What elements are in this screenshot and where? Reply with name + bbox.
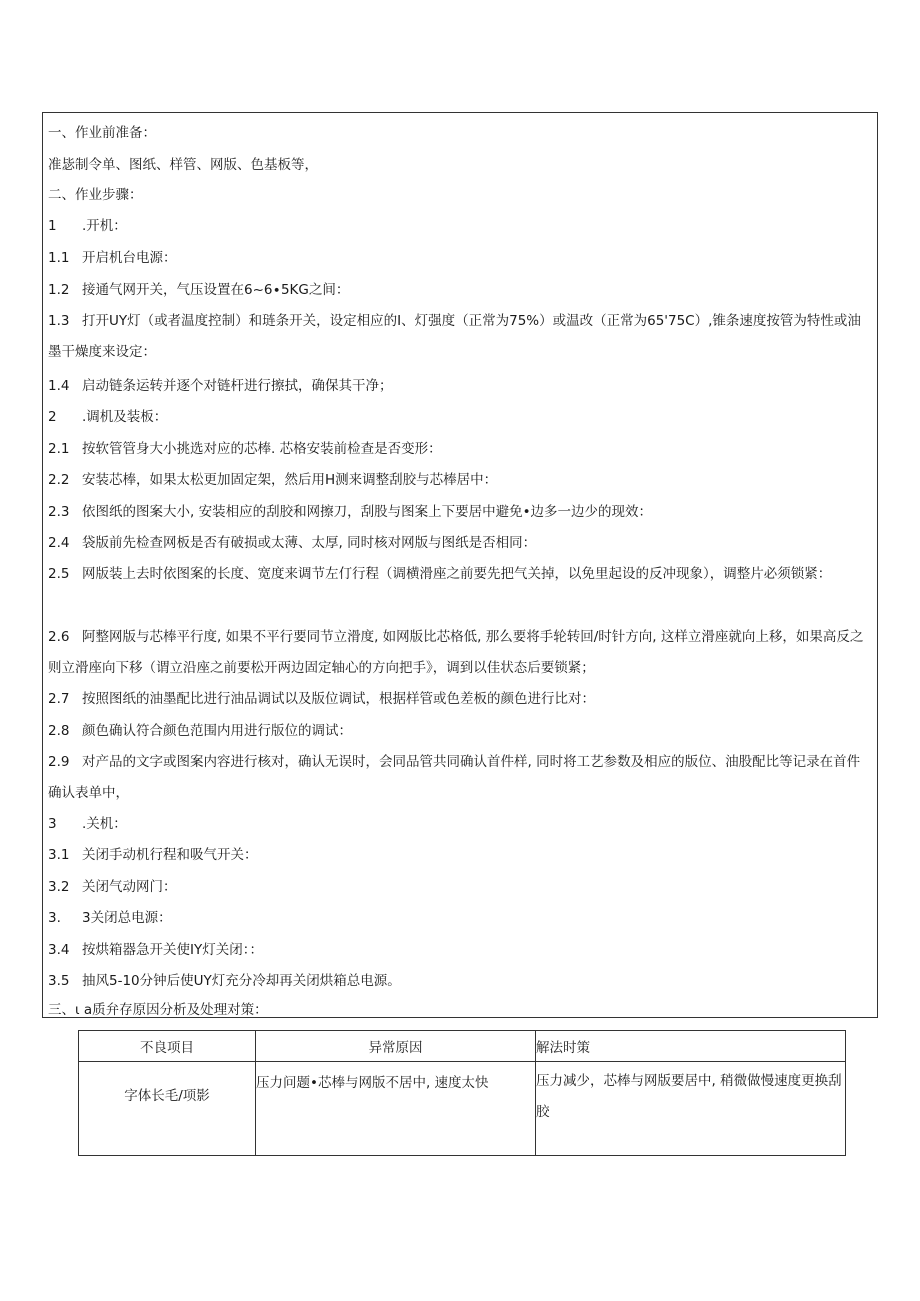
step-3-5: 3.5 抽风5-10分钟后使UY灯充分冷却再关闭烘箱总电源。 (48, 973, 401, 989)
step-2-2: 2.2 安装芯棒，如果太松更加固定架，然后用H测来调整刮胶与芯棒居中： (48, 472, 498, 488)
step-1-2: 1.2 接通气网开关，气压设置在6~6∙5KG之间： (48, 282, 350, 298)
prep-text: 准毖制令单、图纸、样管、网版、色基板等， (48, 157, 318, 173)
cell-defect-item: 字体长毛/项影 (79, 1062, 256, 1156)
step-1-4: 1.4 启动链条运转并逐个对链杆进行擦拭，确保其干净； (48, 378, 393, 394)
section-steps-title: 二、作业步骤： (48, 187, 143, 203)
step-2-3: 2.3 依图纸的图案大小, 安装相应的刮胶和网擦刀，刮股与图案上下要居中避免•边多一边少的现效： (48, 504, 653, 520)
step-2-7: 2.7 按照图纸的油墨配比进行油品调试以及版位调试，根据样管或色差板的颜色进行比对： (48, 691, 595, 707)
step-2-5: 2.5 网版装上去时依图案的长度、宽度来调节左仃行程（调横滑座之前要先把气关掉，以免里起设的反冲现象），调整片必须锁紧： (48, 566, 832, 582)
step-3-4: 3.4 按烘箱器急开关使IY灯关闭：： (48, 942, 263, 958)
table-header-row (79, 1031, 846, 1062)
header-cause: 异常原因 (256, 1031, 536, 1062)
cell-cause: 压力问题•芯棒与网版不居中, 速度太快 (256, 1062, 536, 1156)
section-quality-title: 三、ι a质弁存原因分析及处理对策： (48, 1002, 268, 1018)
step-2-9: 2.9 对产品的文字或图案内容进行核对，确认无误时，会同品管共同确认首件样, 同时将工艺参数及相应的版位、油股配比等记录在首件确认表单中， (48, 754, 861, 801)
quality-issue-table (78, 1030, 846, 1156)
step-1-1: 1.1 开启机台电源： (48, 250, 177, 266)
header-solution: 解法时策 (536, 1031, 846, 1062)
table-row (79, 1062, 846, 1156)
step-3: 3 .关机： (48, 816, 127, 832)
step-3-3: 3. 3关闭总电源： (48, 910, 172, 926)
header-defect-item: 不良项目 (79, 1031, 256, 1062)
procedure-box (42, 112, 878, 1018)
cell-solution: 压力减少，芯棒与网版要居中, 稍微做慢速度更换刮胶 (536, 1062, 846, 1156)
step-1: 1 .开机： (48, 218, 127, 234)
step-1-3: 1.3 打开UY灯（或者温度控制）和琏条开关，设定相应的I、灯强度（正常为75%）或温改（正常为65'75C）,锥条速度按管为特性或油墨干燥度来设定： (48, 313, 861, 360)
step-2: 2 .调机及装板： (48, 409, 168, 425)
section-prep-title: 一、作业前准备： (48, 125, 156, 141)
step-2-4: 2.4 袋版前先检查网板是否有破损或太薄、太厚, 同时核对网版与图纸是否相同： (48, 535, 537, 551)
step-3-1: 3.1 关闭手动机行程和吸气开关： (48, 847, 258, 863)
step-3-2: 3.2 关闭气动网门： (48, 879, 177, 895)
step-2-1: 2.1 按软管管身大小挑选对应的芯棒. 芯格安装前检查是否变形： (48, 441, 442, 457)
step-2-6: 2.6 阿整网版与芯棒平行度, 如果不平行要同节立滑度, 如网版比芯格低, 那么要将手轮转回/时针方向, 这样立滑座就向上移，如果高反之则立滑座向下移（谓立沿座之前要松开两边固定轴心的方向把手》，调到以佳状态后要锁紧； (48, 629, 864, 676)
step-2-8: 2.8 颜色确认符合颜色范围内用进行版位的调试： (48, 723, 352, 739)
